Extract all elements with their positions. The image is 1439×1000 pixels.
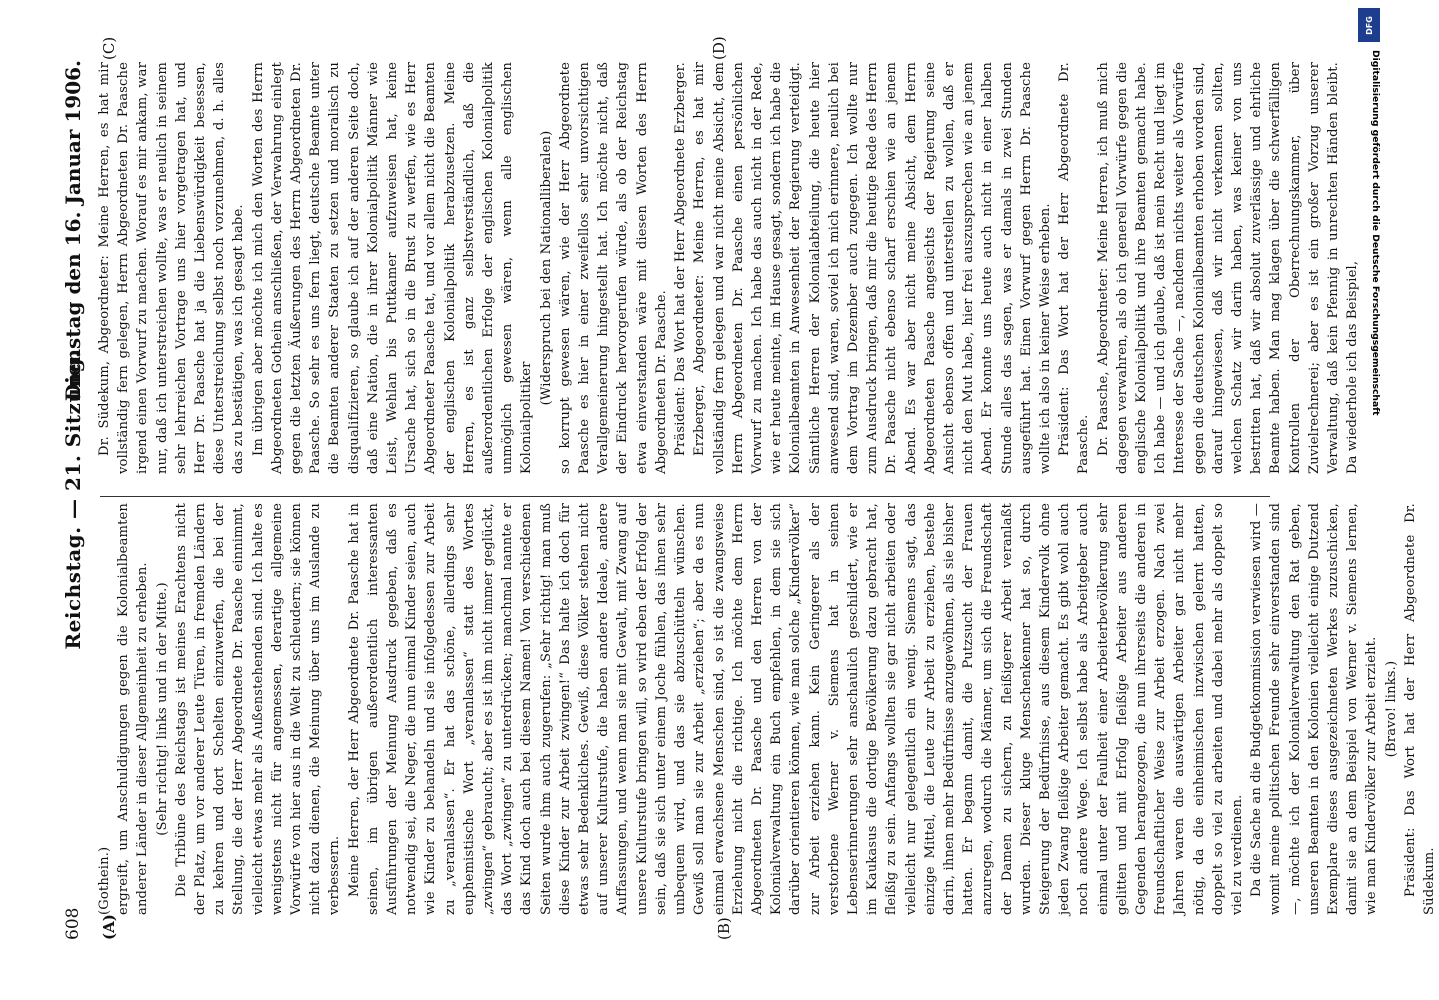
paragraph: Dr. Südekum, Abgeordneter: Meine Herren, es hat mir vollständig fern gelegen, Herrn Abgeordneten Dr. Paasche irgend einen Vorwurf zu machen. Worauf es mir ankam, war nur, daß ich unterstreichen wollte, was er neulich in seinem sehr lehrreichen Vortrage uns hier vorgetragen hat, und Herr Dr. Paasche hat ja die Liebenswürdigkeit besessen, diese Unterstreichung selbst noch vorzunehmen, d. h. alles das zu bestätigen, was ich gesagt habe. [97,62,247,474]
page-header [55,60,95,940]
paragraph: Die Tribüne des Reichstags ist meines Erachtens nicht der Platz, um vor anderer Leute Türen, in fremden Ländern zu kehren und dort Schelten einzuwerfen, die bei der Stellung, die der Herr Abgeordnete Dr. Paasche einnimmt, vielleicht etwas mehr als Außenstehenden sind. Ich halte es wenigstens nicht für angemessen, derartige allgemeine Vorwürfe von hier aus in die Welt zu schleudern; sie können nicht dazu dienen, die Meinung über uns im Auslande zu verbessern. [173,503,343,915]
interjection: (Sehr richtig! links und in der Mitte.) [154,582,170,836]
paragraph: Dr. Paasche, Abgeordneter: Meine Herren, ich muß mich dagegen verwahren, als ob ich generell Vorwürfe gegen die englische Kolonialpolitik und ihre Beamten gemacht habe. Ich habe — und ich glaube, daß ist mein Recht und liegt im Interesse der Sache —, nachdem nichts weiter als Vorwürfe gegen die deutschen Kolonialbeamten erhoben worden sind, darauf hingewiesen, daß wir nicht verkennen sollten, welchen Schatz wir darin haben, was keiner von uns bestritten hat, daß wir absolut zuverlässige und ehrliche Beamte haben. Man mag klagen über die schwerfälligen Kontrollen der Oberrechnungskammer, über Zuvielrechnerei; aber es ist ein großer Vorzug unserer Verwaltung, daß kein Pfennig in unrechten Händen bleibt. Da wiederhole ich das Beispiel, [1095,62,1361,474]
funding-note: Digitalisierung gefördert durch die Deutsche Forschungsgemeinschaft [1370,50,1381,416]
dfg-logo: DFG [1358,8,1380,42]
margin-marker-c: (C) [100,36,118,60]
paragraph: so korrupt gewesen wären, wie der Herr Abgeordnete Paasche es hier in einer zweifellos sehr unvorsichtigen Verallgemeinerung hingestellt hat. Ich möchte nicht, daß der Eindruck hervorgerufen würde, als ob der Reichstag etwa einverstanden wäre mit diesen Worten des Herrn Abgeordneten Dr. Paasche. [557,62,669,474]
session-date: Dienstag den 16. Januar 1906. [61,60,85,402]
margin-marker-b: (B) [715,917,733,940]
paragraph: Meine Herren, der Herr Abgeordnete Dr. Paasche hat in seinen, im übrigen außerordentlich interessanten Ausführungen der Meinung Ausdruck gegeben, daß es notwendig sei, die Neger, die nun einmal Kinder seien, auch wie Kinder zu behandeln und sie infolgedessen zur Arbeit zu „veranlassen“. Er hat das schöne, allerdings sehr euphemistische Wort „veranlassen“ statt des Wortes „zwingen“ gebraucht; aber es ist ihm nicht immer geglückt, das Wort „zwingen“ zu unterdrücken; manchmal nannte er das Kind doch auch bei diesem Namen! Von verschiedenen Seiten wurde ihm auch zugerufen: „Sehr richtig! man muß diese Kinder zur Arbeit zwingen!“ Das halte ich doch für etwas sehr Bedenkliches. Gewiß, diese Völker stehen nicht auf unserer Kulturstufe, die haben andere Ideale, andere Auffassungen, und wenn man sie mit Gewalt, mit Zwang auf unsere Kulturstufe bringen will, so wird eben der Erfolg der sein, daß sie sich unter einem Joche fühlen, das ihnen sehr unbequem wird, und das sie abzuschütteln wünschen. Gewiß soll man sie zur Arbeit „erziehen“; aber da es nun einmal erwachsene Menschen sind, so ist die zwangsweise Erziehung nicht die richtige. Ich möchte dem Herrn Abgeordneten Dr. Paasche und den Herren von der Kolonialverwaltung ein Buch empfehlen, in dem sie sich darüber orientieren können, wie man solche „Kindervölker“ zur Arbeit erziehen kann. Kein Geringerer als der verstorbene Werner v. Siemens hat in seinen Lebenserinnerungen sehr anschaulich geschildert, wie er im Kaukasus die dortige Bevölkerung dazu gebracht hat, fleißig zu sein. Anfangs wollten sie gar nicht arbeiten oder vielleicht nur gelegentlich ein wenig. Siemens sagt, das einzige Mittel, die Leute zur Arbeit zu erziehen, bestehe darin, ihnen mehr Bedürfnisse anzugewöhnen, als sie bisher hatten. Er begann damit, die Putzsucht der Frauen anzuregen, wodurch die Männer, um sich die Freundschaft der Damen zu sichern, zu fleißigerer Arbeit veranlaßt wurden. Dieser kluge Menschenkenner hat so, durch Steigerung der Bedürfnisse, aus diesem Kindervolk ohne jeden Zwang fleißige Arbeiter gemacht. Es gibt wohl auch noch andere Wege. Ich selbst habe als Arbeitgeber auch einmal unter der Faulheit einer Arbeiterbevölkerung sehr gelitten und mit Erfolg fleißige Arbeiter aus anderen Gegenden herangezogen, die nun ihrerseits die anderen in freundschaftlicher Weise zur Arbeit erzogen. Nach zwei Jahren waren die auswärtigen Arbeiter gar nicht mehr nötig, da die einheimischen inzwischen gelernt hatten, doppelt so viel zu arbeiten und dabei mehr als doppelt so viel zu verdienen. [346,503,1245,915]
paragraph: Da die Sache an die Budgetkommission verwiesen wird — womit meine politischen Freunde sehr einverstanden sind —, möchte ich der Kolonialverwaltung den Rat geben, unseren Beamten in den Kolonien vielleicht einige Dutzend Exemplare dieses ausgezeichneten Werkes zuzuschicken, damit sie an dem Beispiel von Werner v. Siemens lernen, wie man Kindervölker zur Arbeit erzieht. [1249,503,1380,915]
president-statement: Präsident: Das Wort hat der Herr Abgeordnete Dr. Südekum. [1402,503,1438,915]
right-column [95,62,1361,474]
paragraph: ergreift, um Anschuldigungen gegen die Kolonialbeamten anderer Länder in dieser Allgemeinheit zu erheben. [116,503,151,915]
left-column [95,503,1438,915]
margin-marker-a: (A) [100,914,118,940]
margin-marker-d: (D) [710,36,728,60]
interjection: (Bravo! links.) [1383,660,1399,758]
paragraph: Erzberger, Abgeordneter: Meine Herren, es hat mir vollständig fern gelegen und war nicht meine Absicht, dem Herrn Abgeordneten Dr. Paasche einen persönlichen Vorwurf zu machen. Ich habe das auch nicht in der Rede, wie er heute meinte, im Hause gesagt, sondern ich habe die Kolonialbeamten in Anwesenheit der Regierung verteidigt. Sämtliche Herren der Kolonialabteilung, die heute hier anwesend sind, waren, soviel ich mich erinnere, neulich bei dem Vortrag im Dezember auch zugegen. Ich wollte nur zum Ausdruck bringen, daß mir die heutige Rede des Herrn Dr. Paasche nicht ebenso scharf erschien wie an jenem Abend. Es war aber nicht meine Absicht, dem Herrn Abgeordneten Paasche angesichts der Regierung seine Ansicht ebenso offen und unterstellen zu wollen, daß er nicht den Mut habe, hier frei auszusprechen wie an jenem Abend. Er konnte uns heute auch nicht in einer halben Stunde alles das sagen, was er damals in zwei Stunden ausgeführt hat. Einen Vorwurf gegen Herrn Dr. Paasche wollte ich also in keiner Weise erheben. [692,62,1053,474]
president-statement: Präsident: Das Wort hat der Herr Abgeordnete Erzberger. [673,62,689,456]
paragraph: Im übrigen aber möchte ich mich den Worten des Herrn Abgeordneten Gothein anschließen, der Verwahrung einlegt gegen die letzten Äußerungen des Herrn Abgeordneten Dr. Paasche. So sehr es uns fern liegt, deutsche Beamte unter die Beamten anderer Staaten zu setzen und moralisch zu disqualifizieren, so glaube ich auf der anderen Seite doch, daß eine Nation, die in ihrer Kolonialpolitik Männer wie Leist, Wehlan bis Puttkamer aufzuweisen hat, keine Ursache hat, sich so in die Brust zu werfen, wie es Herr Abgeordneter Paasche tat, und vor allem nicht die Beamten der englischen Kolonialpolitik herabzusetzen. Meine Herren, es ist ganz selbstverständlich, daß die außerordentlichen Erfolge der englischen Kolonialpolitik unmöglich gewesen wären, wenn alle englischen Kolonialpolitiker [250,62,535,474]
speaker-continued: (Gothein.) [97,846,112,915]
president-statement: Präsident: Das Wort hat der Herr Abgeordnete Dr. Paasche. [1057,62,1092,474]
column-divider [100,496,1270,497]
running-title: Reichstag. — 21. Sitzung. [61,350,85,650]
interjection: (Widerspruch bei den Nationalliberalen) [538,130,554,406]
page-number: 608 [63,907,83,940]
